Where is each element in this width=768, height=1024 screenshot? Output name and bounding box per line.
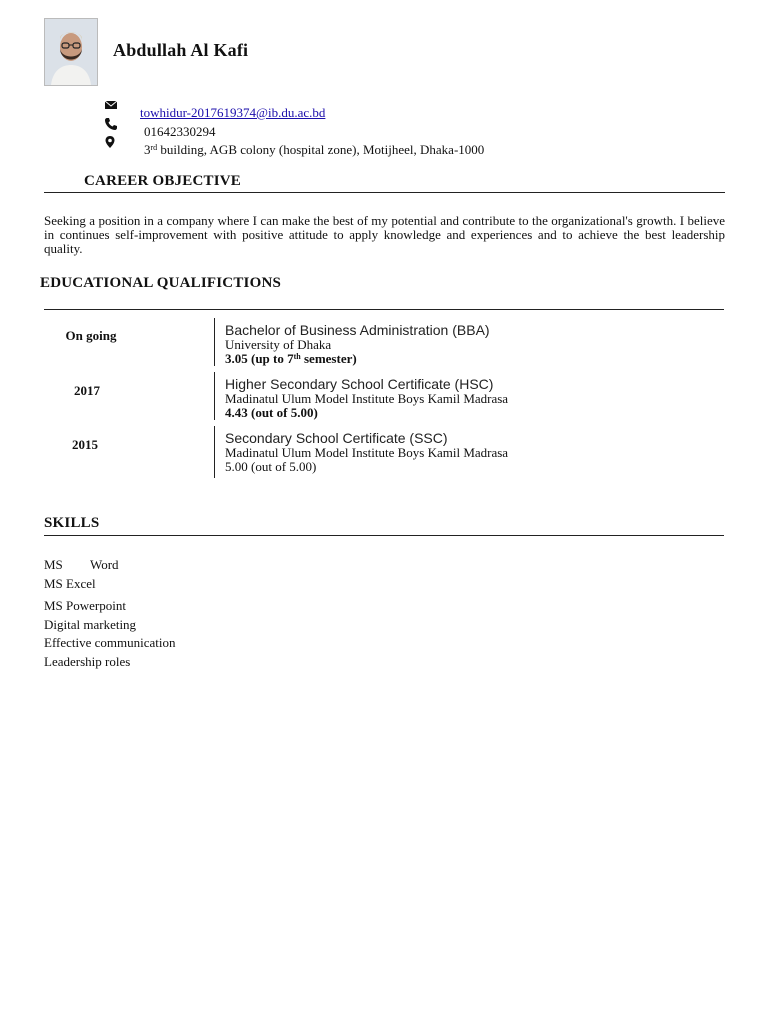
edu-period: 2017 <box>74 383 100 398</box>
skill-item: MS <box>44 557 63 572</box>
career-divider <box>44 192 725 193</box>
envelope-icon <box>104 98 118 112</box>
edu-separator <box>214 372 215 420</box>
location-pin-icon <box>104 135 118 149</box>
edu-institution: Madinatul Ulum Model Institute Boys Kamil Madrasa <box>225 445 509 460</box>
address-number: 3 <box>144 142 151 157</box>
address-ordinal: rd <box>150 143 158 152</box>
person-photo-icon <box>45 19 97 85</box>
edu-separator <box>214 318 215 366</box>
education-heading: EDUCATIONAL QUALIFICTIONS <box>40 275 282 291</box>
career-objective-heading: CAREER OBJECTIVE <box>84 173 241 189</box>
skill-item: Effective communication <box>44 635 176 650</box>
edu-period: 2015 <box>72 437 98 452</box>
edu-degree: Higher Secondary School Certificate (HSC) <box>225 376 494 392</box>
edu-result: 4.43 (out of 5.00) <box>225 405 318 420</box>
edu-period: On going <box>65 328 117 343</box>
phone-number: 01642330294 <box>144 124 216 139</box>
skill-item: Digital marketing <box>44 617 137 632</box>
address <box>144 142 484 158</box>
edu-institution: University of Dhaka <box>225 337 332 352</box>
edu-degree: Bachelor of Business Administration (BBA) <box>225 322 490 338</box>
edu-result: 3.05 (up to 7th semester) <box>225 351 357 366</box>
career-objective-text: Seeking a position in a company where I can make the best of my potential and contribute to the organizational's growth. I believe in continues self-improvement with positive attitude to apply knowledge and experiences and to achieve the best leadership quality. <box>44 213 725 256</box>
address-text: building, AGB colony (hospital zone), Motijheel, Dhaka-1000 <box>157 142 485 157</box>
edu-result: 5.00 (out of 5.00) <box>225 459 317 474</box>
skill-item: MS Excel <box>44 576 96 591</box>
edu-institution: Madinatul Ulum Model Institute Boys Kamil Madrasa <box>225 391 509 406</box>
skill-item: MS Powerpoint <box>44 598 126 613</box>
edu-degree: Secondary School Certificate (SSC) <box>225 430 448 446</box>
skill-item: Word <box>90 557 119 572</box>
phone-icon <box>104 117 118 131</box>
candidate-name: Abdullah Al Kafi <box>113 40 249 60</box>
edu-separator <box>214 426 215 478</box>
skills-heading: SKILLS <box>44 515 100 531</box>
education-divider <box>44 309 724 310</box>
profile-photo <box>44 18 98 86</box>
email-link[interactable]: towhidur-2017619374@ib.du.ac.bd <box>140 105 326 120</box>
skill-item: Leadership roles <box>44 654 131 669</box>
skills-divider <box>44 535 724 536</box>
